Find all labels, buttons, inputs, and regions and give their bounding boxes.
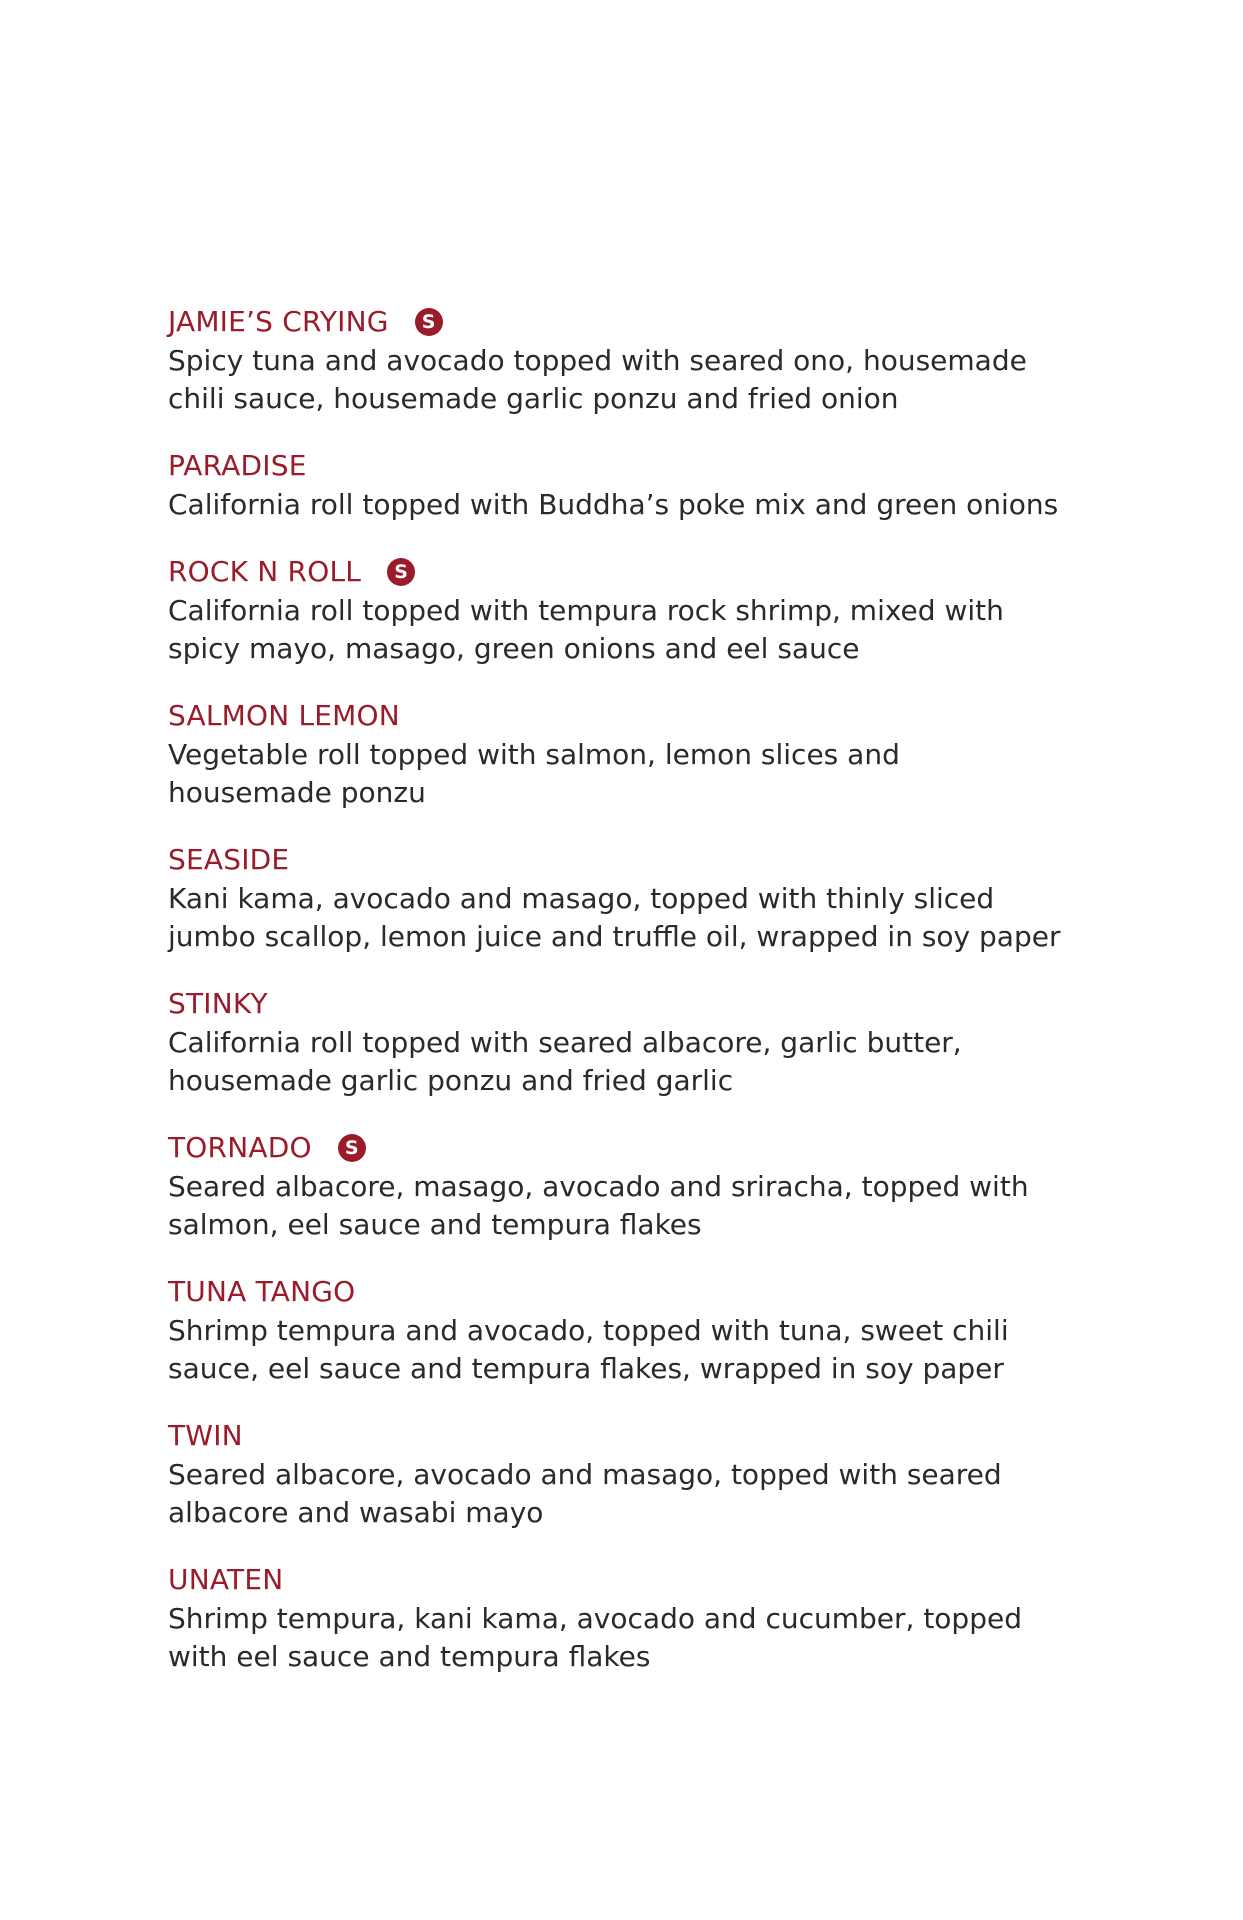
menu-item-tornado — [168, 1130, 1068, 1244]
item-name: ROCK N ROLL — [168, 555, 362, 588]
menu-item-twin — [168, 1418, 1068, 1532]
item-name-row — [168, 1418, 1068, 1454]
menu-page — [168, 304, 1068, 1706]
item-name: UNATEN — [168, 1563, 284, 1596]
item-name-row — [168, 304, 1068, 340]
item-description: California roll topped with Buddha’s poke mix and green onions — [168, 488, 1059, 521]
item-name: PARADISE — [168, 449, 307, 482]
menu-item-stinky — [168, 986, 1068, 1100]
item-description: Shrimp tempura, kani kama, avocado and cucumber, topped with eel sauce and tempura flakes — [168, 1602, 1022, 1673]
menu-item-tuna-tango — [168, 1274, 1068, 1388]
item-name: TWIN — [168, 1419, 243, 1452]
item-name-row — [168, 842, 1068, 878]
item-name-row — [168, 554, 1068, 590]
item-description: California roll topped with tempura rock shrimp, mixed with spicy mayo, masago, green onions and eel sauce — [168, 594, 1004, 665]
item-name-row — [168, 1130, 1068, 1166]
spicy-icon: S — [387, 558, 415, 586]
item-name-row — [168, 986, 1068, 1022]
item-name: STINKY — [168, 987, 268, 1020]
item-description: Kani kama, avocado and masago, topped with thinly sliced jumbo scallop, lemon juice and truffle oil, wrapped in soy paper — [168, 882, 1061, 953]
item-name-row — [168, 1274, 1068, 1310]
menu-item-seaside — [168, 842, 1068, 956]
menu-item-salmon-lemon — [168, 698, 1068, 812]
item-name-row — [168, 1562, 1068, 1598]
menu-item-unaten — [168, 1562, 1068, 1676]
item-description: Shrimp tempura and avocado, topped with tuna, sweet chili sauce, eel sauce and tempura flakes, wrapped in soy paper — [168, 1314, 1009, 1385]
menu-item-rock-n-roll — [168, 554, 1068, 668]
spicy-icon: S — [415, 308, 443, 336]
item-name: JAMIE’S CRYING — [168, 305, 389, 338]
spicy-icon: S — [338, 1134, 366, 1162]
item-name-row — [168, 448, 1068, 484]
item-name: SEASIDE — [168, 843, 290, 876]
item-description: Seared albacore, avocado and masago, topped with seared albacore and wasabi mayo — [168, 1458, 1002, 1529]
menu-item-paradise — [168, 448, 1068, 524]
item-description: California roll topped with seared albacore, garlic butter, housemade garlic ponzu and fried garlic — [168, 1026, 962, 1097]
item-name: SALMON LEMON — [168, 699, 400, 732]
item-description: Vegetable roll topped with salmon, lemon slices and housemade ponzu — [168, 738, 900, 809]
menu-item-jamies-crying — [168, 304, 1068, 418]
item-name: TUNA TANGO — [168, 1275, 356, 1308]
item-description: Spicy tuna and avocado topped with seared ono, housemade chili sauce, housemade garlic ponzu and fried onion — [168, 344, 1027, 415]
item-description: Seared albacore, masago, avocado and sriracha, topped with salmon, eel sauce and tempura flakes — [168, 1170, 1029, 1241]
item-name-row — [168, 698, 1068, 734]
item-name: TORNADO — [168, 1131, 312, 1164]
